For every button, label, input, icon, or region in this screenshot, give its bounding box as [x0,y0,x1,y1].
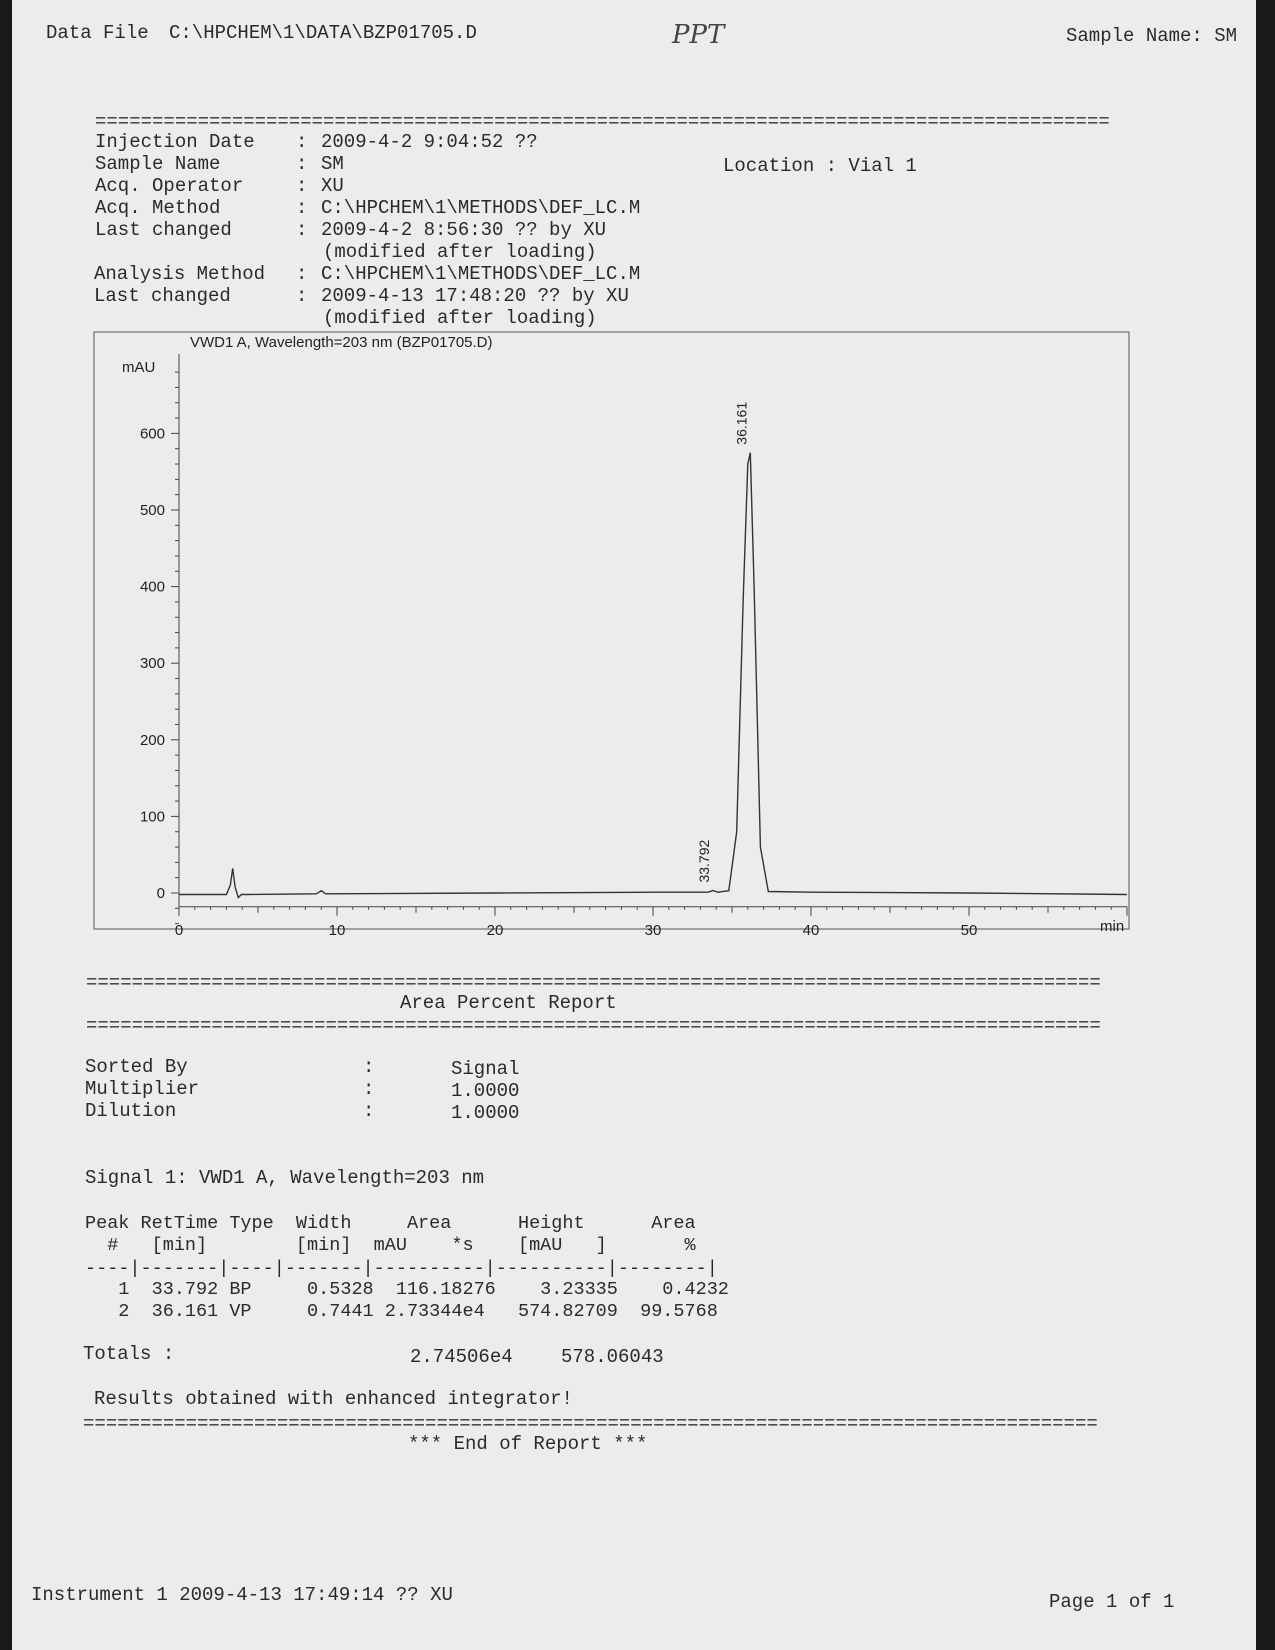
dilution-label: Dilution [85,1100,177,1122]
table-row: 1 33.792 BP 0.5328 116.18276 3.23335 0.4232 [85,1279,729,1300]
colon: : [296,131,308,153]
peak-retention-label: 36.161 [733,401,750,445]
x-axis-unit-label: min [1100,918,1125,935]
last-changed-label: Last changed [94,285,231,307]
analysis-last-changed-value: 2009-4-13 17:48:20 ?? by XU [321,285,629,307]
peak-retention-label: 33.792 [695,839,712,883]
colon: : [296,285,308,307]
x-tick-label: 10 [328,921,346,939]
x-tick-label: 50 [960,921,978,939]
report-title: Area Percent Report [400,992,617,1014]
x-tick-label: 40 [802,921,820,939]
signal-description: Signal 1: VWD1 A, Wavelength=203 nm [85,1167,485,1189]
totals-label: Totals : [83,1343,175,1365]
instrument-footer: Instrument 1 2009-4-13 17:49:14 ?? XU [31,1584,453,1606]
integrator-note: Results obtained with enhanced integrator! [94,1388,573,1410]
totals-area: 2.74506e4 [410,1346,513,1368]
y-tick-label: 500 [139,502,165,519]
last-changed-label: Last changed [95,219,232,241]
x-tick-label: 30 [644,921,662,939]
x-tick-label: 0 [174,921,184,939]
chromatogram-chart [86,332,1138,939]
analysis-modified-note: (modified after loading) [323,307,597,329]
separator-end: ========================================================================================= [83,1413,1098,1435]
data-file-label: Data File [46,22,149,44]
sample-name-header: Sample Name: SM [1066,25,1238,47]
colon: : [296,175,308,197]
separator-top: ========================================================================================= [95,111,1110,133]
y-axis-unit-label: mAU [122,359,156,376]
operator-value: XU [321,175,344,197]
injection-date-value: 2009-4-2 9:04:52 ?? [321,131,538,153]
acq-method-label: Acq. Method [95,197,221,219]
colon: : [363,1078,375,1100]
totals-height: 578.06043 [561,1346,664,1368]
acq-modified-note: (modified after loading) [323,241,597,263]
y-tick-label: 600 [139,425,165,443]
y-tick-label: 200 [139,731,165,749]
chart-frame [94,332,1129,929]
colon: : [296,197,308,219]
multiplier-value: 1.0000 [451,1080,520,1102]
y-tick-label: 0 [156,885,165,902]
colon: : [363,1056,375,1078]
colon: : [363,1100,375,1122]
scan-edge-right [1256,0,1275,1650]
table-header-row-2: # [min] [min] mAU *s [mAU ] % [85,1235,696,1256]
end-of-report: *** End of Report *** [408,1433,648,1455]
colon: : [296,219,308,241]
table-row: 2 36.161 VP 0.7441 2.73344e4 574.82709 99.5768 [85,1301,718,1322]
separator-report-bottom: ========================================================================================= [86,1015,1101,1037]
analysis-method-label: Analysis Method [94,263,266,285]
y-tick-label: 300 [139,655,165,673]
scan-edge-left [0,0,12,1650]
table-header-row-1: Peak RetTime Type Width Area Height Area [85,1213,696,1234]
separator-report-top: ========================================================================================= [86,972,1101,994]
acq-last-changed-value: 2009-4-2 8:56:30 ?? by XU [321,219,607,241]
acq-method-value: C:\HPCHEM\1\METHODS\DEF_LC.M [321,197,641,219]
sample-name-label: Sample Name [95,153,221,175]
chart-title: VWD1 A, Wavelength=203 nm (BZP01705.D) [190,334,493,351]
sorted-by-value: Signal [451,1058,520,1080]
table-divider: ----|-------|----|-------|----------|----------|--------| [85,1258,718,1279]
data-file-path: C:\HPCHEM\1\DATA\BZP01705.D [169,22,477,44]
page-number: Page 1 of 1 [1049,1591,1175,1613]
location-value: Location : Vial 1 [723,155,917,177]
colon: : [296,263,308,285]
handwritten-note: PPT [672,20,725,50]
dilution-value: 1.0000 [451,1102,520,1124]
colon: : [296,153,308,175]
y-tick-label: 400 [139,578,165,596]
multiplier-label: Multiplier [85,1078,200,1100]
analysis-method-value: C:\HPCHEM\1\METHODS\DEF_LC.M [321,263,641,285]
sorted-by-label: Sorted By [85,1056,188,1078]
injection-date-label: Injection Date [95,131,255,153]
y-tick-label: 100 [139,808,165,826]
sample-name-value: SM [321,153,344,175]
operator-label: Acq. Operator [95,175,244,197]
x-tick-label: 20 [486,921,504,939]
